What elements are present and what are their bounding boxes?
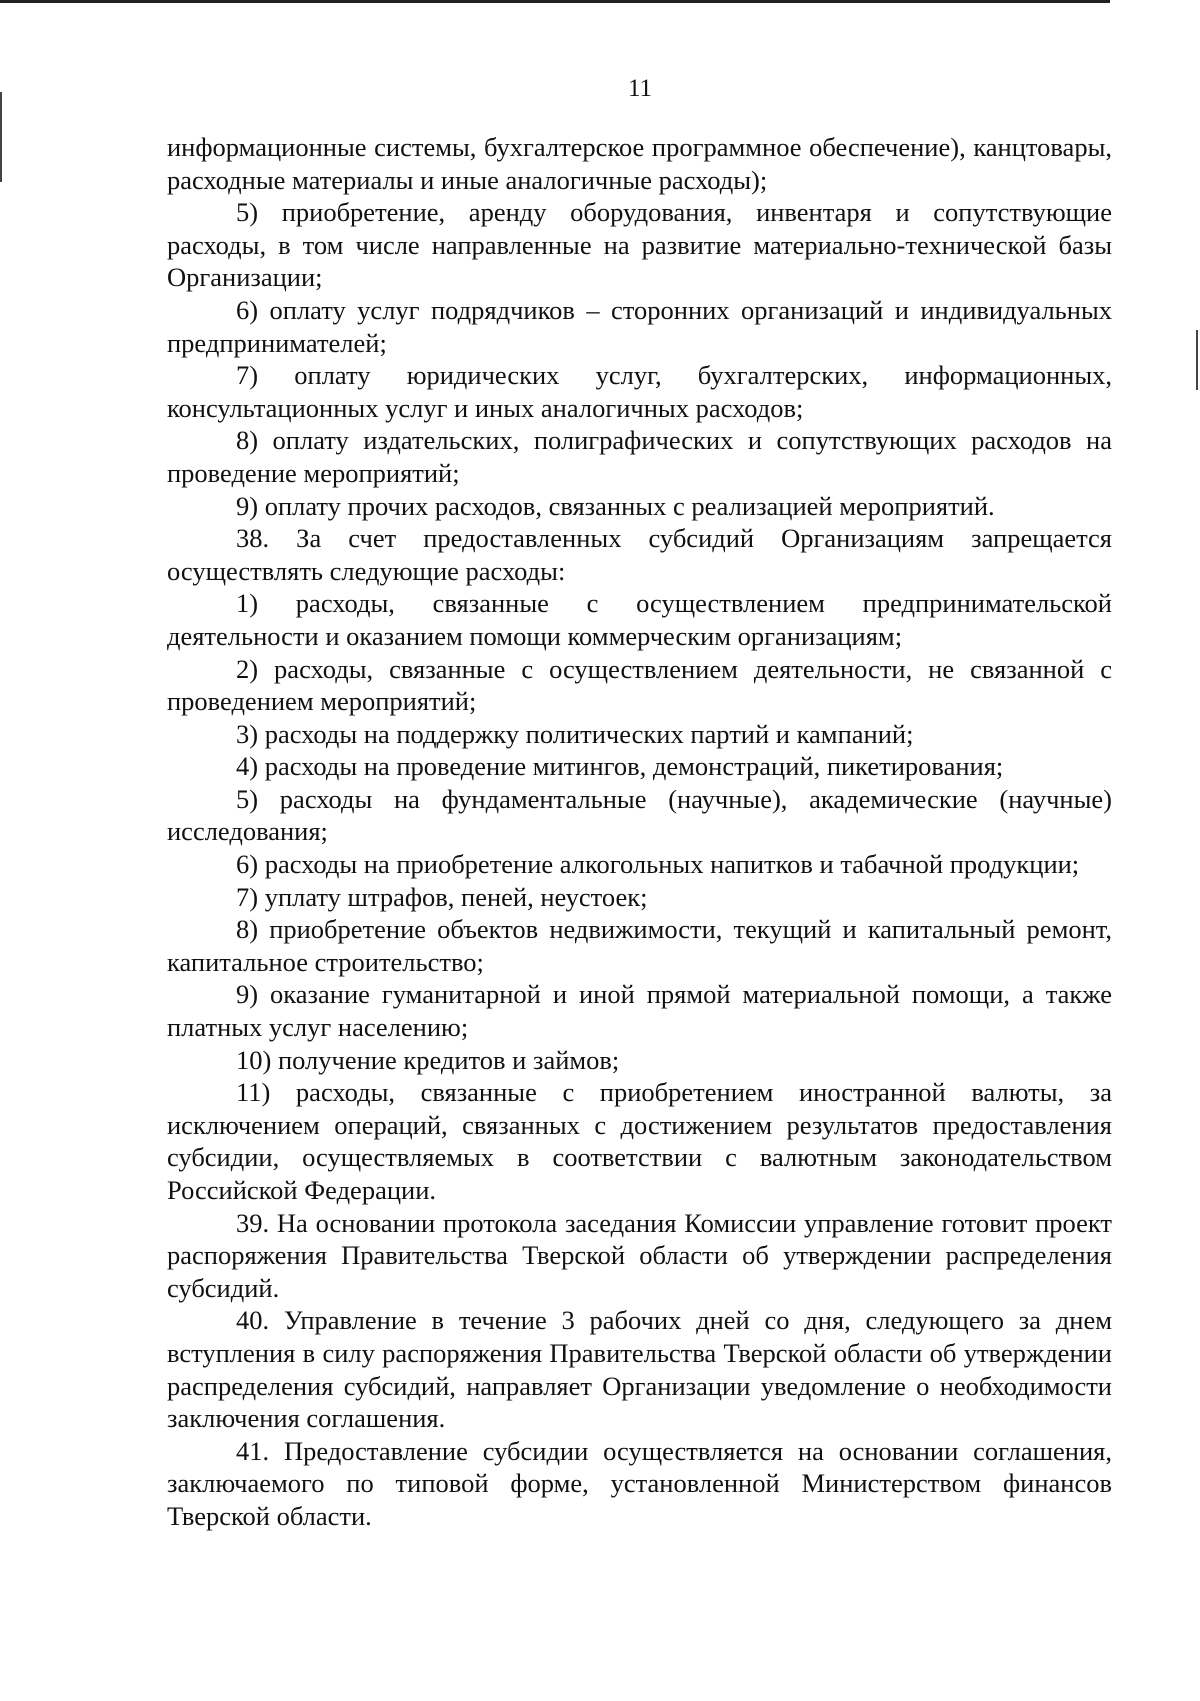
paragraph-prohibited-2: 2) расходы, связанные с осуществлением деятельности, не связанной с проведением мероприятий; [167,653,1112,717]
scan-top-edge [0,0,1110,3]
paragraph-prohibited-4: 4) расходы на проведение митингов, демонстраций, пикетирования; [236,751,1004,782]
paragraph-prohibited-6: 6) расходы на приобретение алкогольных напитков и табачной продукции; [236,849,1080,880]
paragraph-clause-40: 40. Управление в течение 3 рабочих дней со дня, следующего за днем вступления в силу распоряжения Правительства Тверской области об утверждении распределения субсидий, направляет Организации уведомление о необходимости заключения соглашения. [167,1305,1112,1434]
paragraph-prohibited-9: 9) оказание гуманитарной и иной прямой материальной помощи, а также платных услуг населению; [167,979,1112,1043]
paragraph-item-8: 8) оплату издательских, полиграфических и сопутствующих расходов на проведение мероприятий; [167,425,1112,488]
paragraph-item-9: 9) оплату прочих расходов, связанных с реализацией мероприятий. [236,490,995,521]
paragraph-item-6: 6) оплату услуг подрядчиков – сторонних организаций и индивидуальных предпринимателей; [167,294,1112,358]
paragraph-prohibited-5: 5) расходы на фундаментальные (научные), академические (научные) исследования; [167,783,1112,847]
paragraph-prohibited-7: 7) уплату штрафов, пеней, неустоек; [236,881,648,912]
paragraph-item-5: 5) приобретение, аренду оборудования, инвентаря и сопутствующие расходы, в том числе направленные на развитие материально-технической базы Организации; [167,197,1112,293]
paragraph-item-7: 7) оплату юридических услуг, бухгалтерских, информационных, консультационных услуг и иных аналогичных расходов; [167,360,1112,423]
paragraph-continuation: информационные системы, бухгалтерское программное обеспечение), канцтовары, расходные материалы и иные аналогичные расходы); [167,132,1112,195]
paragraph-clause-38: 38. За счет предоставленных субсидий Организациям запрещается осуществлять следующие расходы: [167,523,1112,586]
paragraph-prohibited-8: 8) приобретение объектов недвижимости, текущий и капитальный ремонт, капитальное строительство; [167,914,1112,977]
document-body [167,131,1112,1533]
paragraph-clause-39: 39. На основании протокола заседания Комиссии управление готовит проект распоряжения Правительства Тверской области об утверждении распределения субсидий. [167,1207,1112,1303]
paragraph-prohibited-11: 11) расходы, связанные с приобретением иностранной валюты, за исключением операций, связанных с достижением результатов предоставления субсидии, осуществляемых в соответствии с валютным законодательством Российской Федерации. [167,1077,1112,1205]
paragraph-clause-41: 41. Предоставление субсидии осуществляется на основании соглашения, заключаемого по типовой форме, установленной Министерством финансов Тверской области. [167,1435,1112,1531]
paragraph-prohibited-1: 1) расходы, связанные с осуществлением предпринимательской деятельности и оказанием помощи коммерческим организациям; [167,588,1112,651]
page-number: 11 [627,75,653,102]
scan-right-mark [1196,330,1198,390]
paragraph-prohibited-10: 10) получение кредитов и займов; [236,1044,620,1075]
scan-left-mark [0,92,2,182]
paragraph-prohibited-3: 3) расходы на поддержку политических партий и кампаний; [236,718,914,749]
